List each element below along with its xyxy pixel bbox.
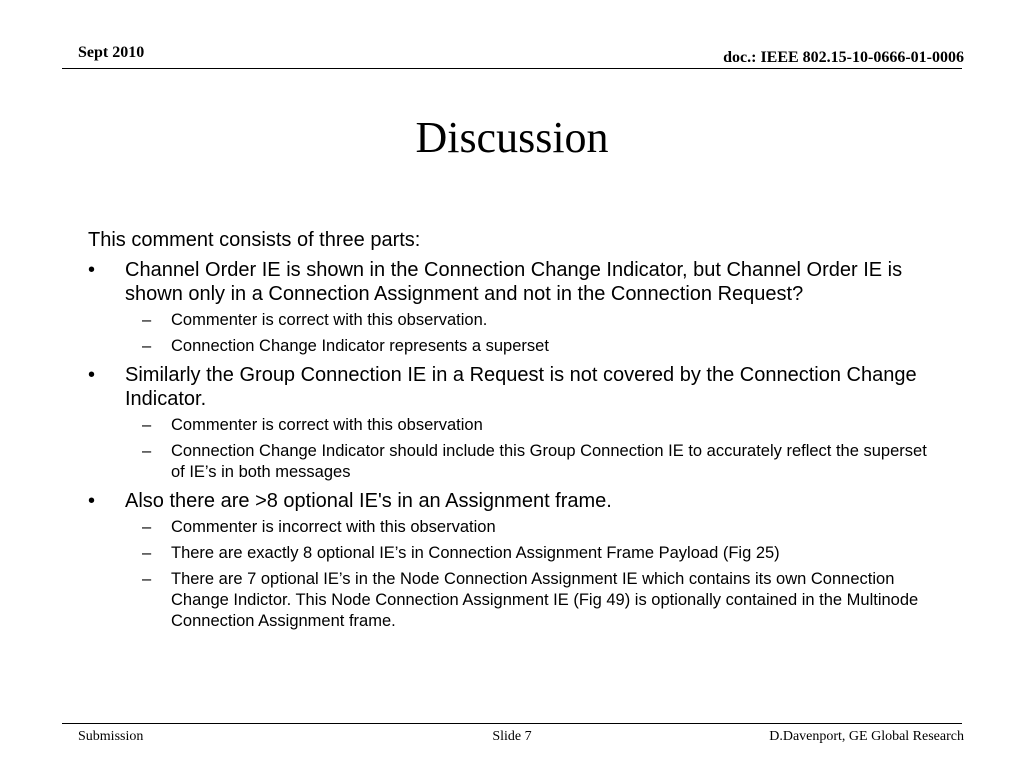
bullet-text: Channel Order IE is shown in the Connection Change Indicator, but Channel Order IE is shown only in a Connection Assignment and not in the Connection Request? bbox=[125, 259, 903, 305]
header-doc-id: doc.: IEEE 802.15-10-0666-01-0006 bbox=[723, 49, 964, 66]
sub-bullet-item bbox=[88, 517, 938, 538]
sub-bullet-text: Commenter is correct with this observation. bbox=[171, 311, 488, 329]
sub-bullet-text: Commenter is correct with this observation bbox=[171, 416, 483, 434]
slide-body bbox=[88, 228, 938, 638]
dash-marker: – bbox=[142, 442, 152, 460]
sub-bullet-item bbox=[88, 336, 938, 357]
sub-bullet-list bbox=[88, 517, 938, 632]
slide-title: Discussion bbox=[415, 113, 609, 162]
sub-bullet-item bbox=[88, 441, 938, 483]
sub-bullet-list bbox=[88, 310, 938, 357]
sub-bullet-item bbox=[88, 310, 938, 331]
footer-submission: Submission bbox=[78, 729, 144, 744]
dash-marker: – bbox=[142, 518, 152, 536]
bullet-marker: • bbox=[88, 259, 96, 281]
bullet-text: Also there are >8 optional IE's in an Assignment frame. bbox=[125, 490, 612, 512]
bullet-text: Similarly the Group Connection IE in a Request is not covered by the Connection Change Indicator. bbox=[125, 364, 917, 410]
dash-marker: – bbox=[142, 337, 152, 355]
dash-marker: – bbox=[142, 570, 152, 588]
sub-bullet-item bbox=[88, 569, 938, 632]
sub-bullet-text: There are exactly 8 optional IE’s in Connection Assignment Frame Payload (Fig 25) bbox=[171, 544, 780, 562]
footer-author: D.Davenport, GE Global Research bbox=[769, 729, 964, 744]
sub-bullet-text: Connection Change Indicator represents a superset bbox=[171, 337, 549, 355]
header-divider bbox=[62, 68, 962, 69]
bullet-marker: • bbox=[88, 364, 96, 386]
sub-bullet-text: Commenter is incorrect with this observation bbox=[171, 518, 496, 536]
sub-bullet-text: Connection Change Indicator should include this Group Connection IE to accurately reflect the superset of IE’s in both messages bbox=[171, 442, 927, 481]
sub-bullet-item bbox=[88, 415, 938, 436]
sub-bullet-text: There are 7 optional IE’s in the Node Connection Assignment IE which contains its own Connection Change Indictor. This Node Connection Assignment IE (Fig 49) is optionally contained in the Multinode Connection Assignment frame. bbox=[171, 570, 919, 630]
bullet-item bbox=[88, 258, 938, 306]
sub-bullet-list bbox=[88, 415, 938, 483]
sub-bullet-item bbox=[88, 543, 938, 564]
header-date: Sept 2010 bbox=[78, 44, 145, 61]
bullet-item bbox=[88, 489, 938, 513]
bullet-item bbox=[88, 363, 938, 411]
bullet-marker: • bbox=[88, 490, 96, 512]
intro-text: This comment consists of three parts: bbox=[88, 229, 421, 251]
dash-marker: – bbox=[142, 416, 152, 434]
footer-slide-number: Slide 7 bbox=[492, 729, 532, 744]
dash-marker: – bbox=[142, 311, 152, 329]
dash-marker: – bbox=[142, 544, 152, 562]
footer-divider bbox=[62, 723, 962, 724]
